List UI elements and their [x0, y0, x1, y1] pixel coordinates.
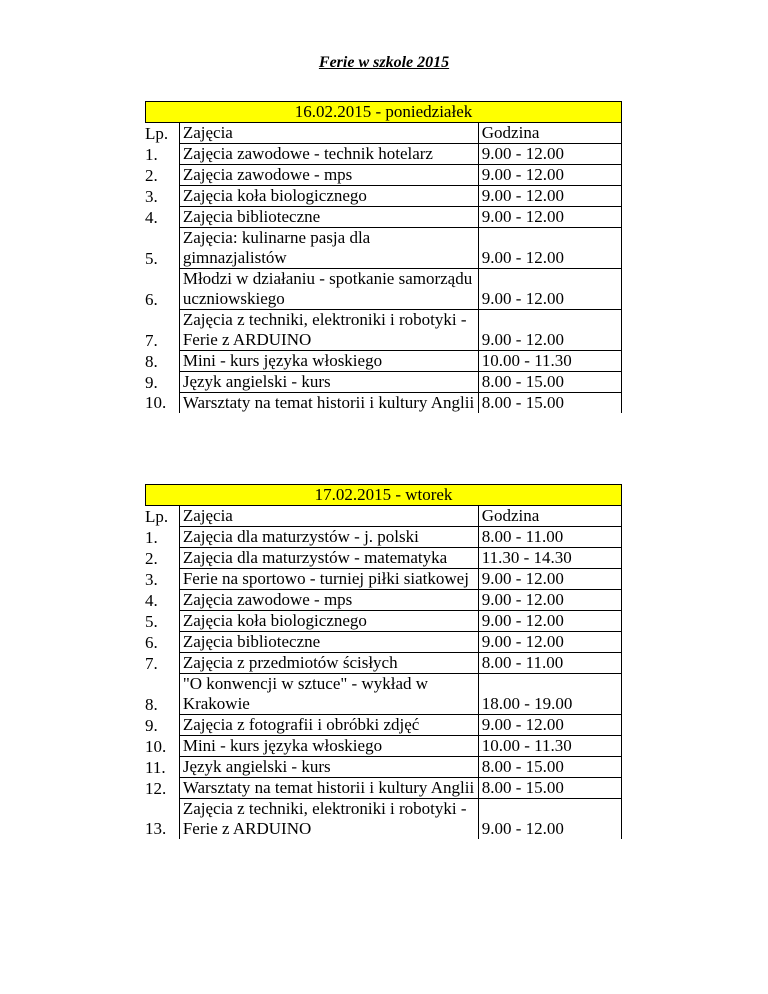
table-row: [142, 548, 622, 569]
time-cell: 8.00 - 11.00: [478, 653, 621, 674]
activity-cell: Zajęcia koła biologicznego: [179, 186, 478, 207]
activity-cell: Zajęcia biblioteczne: [179, 632, 478, 653]
time-cell: 9.00 - 12.00: [478, 207, 621, 228]
time-cell: 8.00 - 15.00: [478, 757, 621, 778]
activity-cell: Zajęcia z techniki, elektroniki i robotyki - Ferie z ARDUINO: [179, 799, 478, 840]
day-schedule-monday: [142, 101, 622, 413]
activity-cell: Język angielski - kurs: [179, 757, 478, 778]
column-header-activity: Zajęcia: [179, 506, 478, 527]
row-number: 6.: [145, 632, 158, 652]
activity-cell: Mini - kurs języka włoskiego: [179, 351, 478, 372]
row-number: 8.: [145, 694, 158, 714]
time-cell: 9.00 - 12.00: [478, 144, 621, 165]
time-cell: 18.00 - 19.00: [478, 674, 621, 715]
table-row: [142, 393, 622, 414]
table-header-row: [142, 506, 622, 527]
day-header: 16.02.2015 - poniedziałek: [145, 101, 622, 123]
activity-cell: Mini - kurs języka włoskiego: [179, 736, 478, 757]
row-number: 6.: [145, 289, 158, 309]
time-cell: 11.30 - 14.30: [478, 548, 621, 569]
row-number: 2.: [145, 548, 158, 568]
table-row: [142, 778, 622, 799]
table-row: [142, 736, 622, 757]
time-cell: 9.00 - 12.00: [478, 632, 621, 653]
row-number: 1.: [145, 144, 158, 164]
time-cell: 8.00 - 11.00: [478, 527, 621, 548]
table-row: [142, 269, 622, 310]
time-cell: 9.00 - 12.00: [478, 611, 621, 632]
time-cell: 9.00 - 12.00: [478, 310, 621, 351]
activity-cell: Młodzi w działaniu - spotkanie samorządu uczniowskiego: [179, 269, 478, 310]
time-cell: 10.00 - 11.30: [478, 736, 621, 757]
column-header-num: Lp.: [145, 506, 169, 526]
table-row: [142, 611, 622, 632]
row-number: 13.: [145, 819, 167, 838]
time-cell: 9.00 - 12.00: [478, 590, 621, 611]
row-number: 2.: [145, 165, 158, 185]
table-row: [142, 527, 622, 548]
table-row: [142, 632, 622, 653]
table-header-row: [142, 123, 622, 144]
time-cell: 10.00 - 11.30: [478, 351, 621, 372]
row-number: 10.: [145, 393, 167, 412]
table-row: [142, 372, 622, 393]
day-header: 17.02.2015 - wtorek: [145, 484, 622, 506]
activity-cell: Zajęcia zawodowe - mps: [179, 165, 478, 186]
table-row: [142, 144, 622, 165]
row-number: 8.: [145, 351, 158, 371]
time-cell: 9.00 - 12.00: [478, 228, 621, 269]
activity-cell: Warsztaty na temat historii i kultury Anglii: [179, 778, 478, 799]
column-header-num: Lp.: [145, 123, 169, 143]
activity-cell: Zajęcia z techniki, elektroniki i robotyki - Ferie z ARDUINO: [179, 310, 478, 351]
activity-cell: Zajęcia z fotografii i obróbki zdjęć: [179, 715, 478, 736]
table-row: [142, 757, 622, 778]
row-number: 4.: [145, 590, 158, 610]
table-row: [142, 207, 622, 228]
table-row: [142, 715, 622, 736]
table-row: [142, 186, 622, 207]
row-number: 12.: [145, 778, 167, 798]
activity-cell: Zajęcia zawodowe - technik hotelarz: [179, 144, 478, 165]
schedule-table: [142, 506, 622, 839]
row-number: 9.: [145, 715, 158, 735]
column-header-time: Godzina: [478, 123, 621, 144]
row-number: 7.: [145, 653, 158, 673]
row-number: 3.: [145, 186, 158, 206]
activity-cell: Zajęcia: kulinarne pasja dla gimnazjalistów: [179, 228, 478, 269]
table-row: [142, 228, 622, 269]
table-row: [142, 351, 622, 372]
row-number: 3.: [145, 569, 158, 589]
table-row: [142, 674, 622, 715]
time-cell: 9.00 - 12.00: [478, 799, 621, 840]
time-cell: 8.00 - 15.00: [478, 372, 621, 393]
time-cell: 9.00 - 12.00: [478, 715, 621, 736]
table-row: [142, 165, 622, 186]
activity-cell: Ferie na sportowo - turniej piłki siatkowej: [179, 569, 478, 590]
time-cell: 9.00 - 12.00: [478, 269, 621, 310]
activity-cell: Warsztaty na temat historii i kultury Anglii: [179, 393, 478, 414]
time-cell: 8.00 - 15.00: [478, 393, 621, 414]
day-schedule-tuesday: [142, 484, 622, 839]
row-number: 4.: [145, 207, 158, 227]
row-number: 11.: [145, 757, 166, 777]
table-row: [142, 799, 622, 840]
time-cell: 9.00 - 12.00: [478, 165, 621, 186]
row-number: 1.: [145, 527, 158, 547]
activity-cell: Zajęcia zawodowe - mps: [179, 590, 478, 611]
row-number: 9.: [145, 372, 158, 392]
document-title: Ferie w szkole 2015: [318, 54, 450, 71]
row-number: 5.: [145, 248, 158, 268]
table-row: [142, 590, 622, 611]
row-number: 7.: [145, 330, 158, 350]
activity-cell: Zajęcia koła biologicznego: [179, 611, 478, 632]
row-number: 5.: [145, 611, 158, 631]
activity-cell: Zajęcia biblioteczne: [179, 207, 478, 228]
time-cell: 9.00 - 12.00: [478, 186, 621, 207]
table-row: [142, 569, 622, 590]
table-row: [142, 653, 622, 674]
time-cell: 8.00 - 15.00: [478, 778, 621, 799]
table-row: [142, 310, 622, 351]
activity-cell: Zajęcia dla maturzystów - matematyka: [179, 548, 478, 569]
activity-cell: "O konwencji w sztuce" - wykład w Krakowie: [179, 674, 478, 715]
activity-cell: Język angielski - kurs: [179, 372, 478, 393]
schedule-table: [142, 123, 622, 413]
activity-cell: Zajęcia z przedmiotów ścisłych: [179, 653, 478, 674]
row-number: 10.: [145, 736, 167, 756]
column-header-time: Godzina: [478, 506, 621, 527]
column-header-activity: Zajęcia: [179, 123, 478, 144]
activity-cell: Zajęcia dla maturzystów - j. polski: [179, 527, 478, 548]
time-cell: 9.00 - 12.00: [478, 569, 621, 590]
